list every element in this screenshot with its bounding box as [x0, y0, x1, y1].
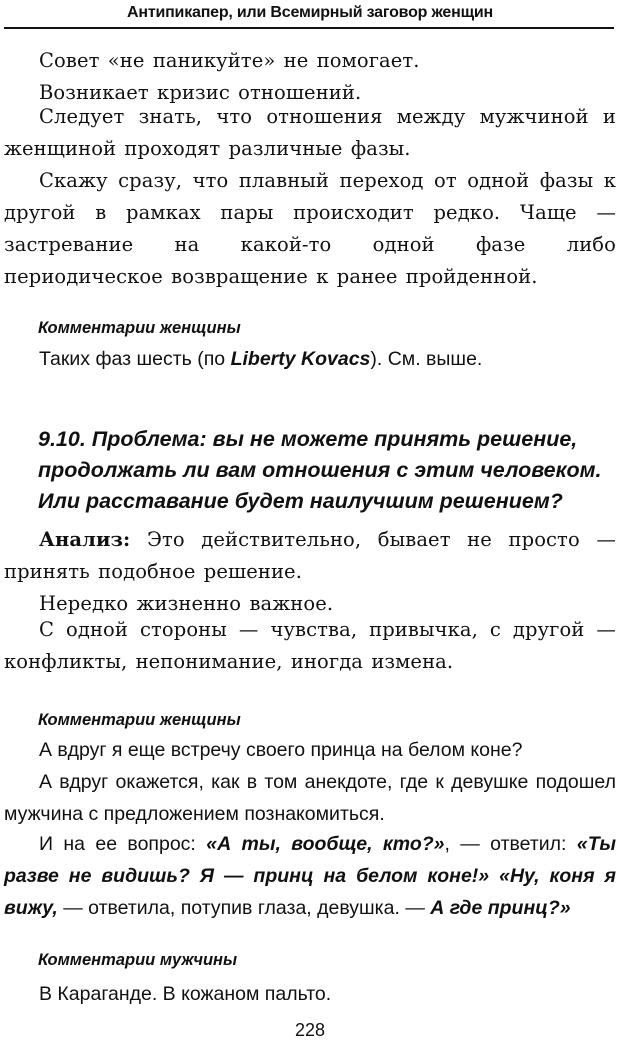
analysis-label: Анализ: [39, 528, 131, 551]
dialogue-quote: «Ты разве не видишь? Я — принц на белом коне!» «Ну, коня я вижу, [4, 833, 616, 919]
paragraph [4, 524, 616, 588]
comment-heading: Комментарии мужчины [38, 951, 238, 969]
comment-paragraph: В Караганде. В кожаном пальто. [39, 983, 332, 1005]
comment-text: Таких фаз шесть (по [39, 348, 231, 370]
paragraph: Нередко жизненно важное. [39, 592, 334, 615]
comment-text: — ответила, потупив глаза, девушка. — [57, 897, 431, 919]
author-name: Liberty Kovacs [230, 348, 371, 370]
comment-text: , — ответил: [444, 833, 577, 855]
comment-paragraph: А вдруг окажется, как в том анекдоте, где к девушке подошел мужчина с предложением познакомиться. [4, 771, 616, 825]
comment-paragraph [4, 343, 616, 375]
paragraph: Возникает кризис отношений. [39, 81, 362, 104]
comment-text: И на ее вопрос: [39, 833, 207, 855]
dialogue-quote: А где принц?» [430, 897, 571, 919]
paragraph: Совет «не паникуйте» не помогает. [39, 49, 420, 72]
paragraph: С одной стороны — чувства, привычка, с другой — конфликты, непонимание, иногда измена. [4, 618, 616, 673]
comment-paragraph [4, 828, 616, 924]
page-number: 228 [294, 1020, 326, 1040]
comment-heading: Комментарии женщины [38, 711, 241, 729]
paragraph: Следует знать, что отношения между мужчиной и женщиной проходят различные фазы. [4, 105, 616, 160]
dialogue-quote: «А ты, вообще, кто?» [206, 833, 445, 855]
comment-paragraph: А вдруг я еще встречу своего принца на белом коне? [39, 739, 523, 761]
analysis-text: Это действительно, бывает не просто — принять подобное решение. [4, 528, 616, 583]
section-heading: 9.10. Проблема: вы не можете принять решение, продолжать ли вам отношения с этим человеком. Или расставание будет наилучшим решением? [38, 427, 602, 513]
header-rule [4, 27, 614, 29]
running-head: Антипикапер, или Всемирный заговор женщин [127, 4, 493, 21]
comment-heading: Комментарии женщины [38, 319, 241, 337]
paragraph: Скажу сразу, что плавный переход от одной фазы к другой в рамках пары происходит редко. Чаще — застревание на какой-то одной фазе либо периодическое возвращение к ранее пройденной. [4, 169, 616, 288]
comment-text: ). См. выше. [370, 348, 483, 370]
